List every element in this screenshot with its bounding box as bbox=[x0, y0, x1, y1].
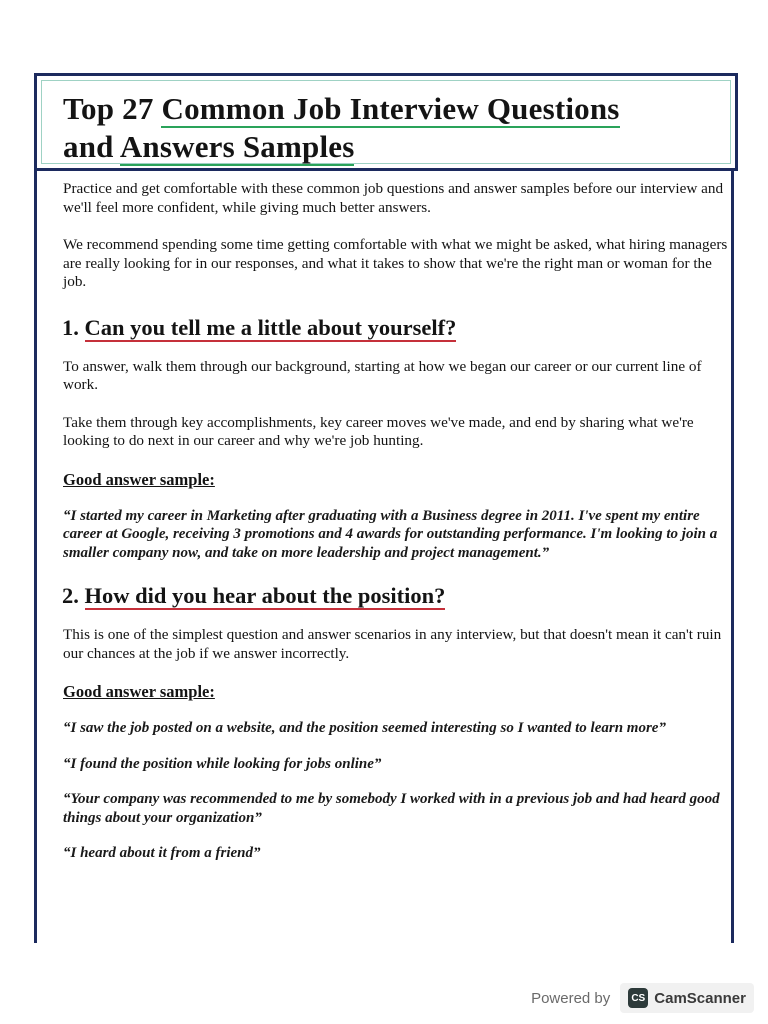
question-1-sample-quote: “I started my career in Marketing after graduating with a Business degree in 2011. I've spent my entire career at Google, receiving 3 promotions and 4 awards for outstanding performance. I'm looking to join a smaller company now, and take on more leadership and project management.” bbox=[63, 507, 718, 561]
powered-by-text: Powered by bbox=[531, 989, 611, 1007]
question-1-number: 1. bbox=[62, 314, 85, 340]
title-prefix: Top 27 bbox=[63, 91, 162, 126]
question-2-number: 2. bbox=[62, 583, 85, 608]
question-1-paragraph-1: To answer, walk them through our background, starting at how we began our career or our current line of work. bbox=[63, 357, 702, 393]
camscanner-logo-icon: CS bbox=[628, 988, 648, 1008]
question-2-sample-quote-1: “I saw the job posted on a website, and the position seemed interesting so I wanted to learn more” bbox=[63, 720, 666, 736]
camscanner-brand-name: CamScanner bbox=[654, 989, 746, 1007]
question-2-paragraph-1: This is one of the simplest question and answer scenarios in any interview, but that doesn't mean it can't ruin our chances at the job if we answer incorrectly. bbox=[63, 626, 722, 662]
question-2-sample-quote-3: “Your company was recommended to me by somebody I worked with in a previous job and had heard good things about your organization” bbox=[63, 791, 720, 826]
intro-paragraph-1: Practice and get comfortable with these common job questions and answer samples before our interview and we'll feel more confident, while giving much better answers. bbox=[63, 180, 724, 216]
camscanner-badge bbox=[620, 983, 754, 1013]
question-2-text: How did you hear about the position? bbox=[84, 583, 446, 608]
question-1-heading bbox=[62, 314, 731, 342]
page-title bbox=[63, 90, 713, 166]
intro-paragraph-2: We recommend spending some time getting comfortable with what we might be asked, what hiring managers are really looking for in our responses, and what it takes to show that we're the right man or woman for the job. bbox=[63, 236, 728, 290]
question-2-sample-heading: Good answer sample: bbox=[63, 682, 215, 701]
title-underlined-line2: Answers Samples bbox=[119, 129, 355, 164]
document-content bbox=[63, 180, 731, 863]
title-line2-prefix: and bbox=[63, 129, 120, 164]
question-1-sample-heading: Good answer sample: bbox=[63, 469, 215, 489]
question-2-sample-quote-4: “I heard about it from a friend” bbox=[63, 845, 261, 861]
question-2-heading bbox=[62, 582, 731, 610]
camscanner-watermark bbox=[531, 982, 754, 1014]
title-underlined-line1: Common Job Interview Questions bbox=[161, 91, 620, 126]
question-1-paragraph-2: Take them through key accomplishments, key career moves we've made, and end by sharing what we're looking to do next in our career and why we're job hunting. bbox=[63, 413, 694, 449]
question-1-text: Can you tell me a little about yourself? bbox=[84, 314, 457, 340]
title-box bbox=[34, 73, 738, 171]
question-2-sample-quote-2: “I found the position while looking for jobs online” bbox=[63, 755, 382, 772]
